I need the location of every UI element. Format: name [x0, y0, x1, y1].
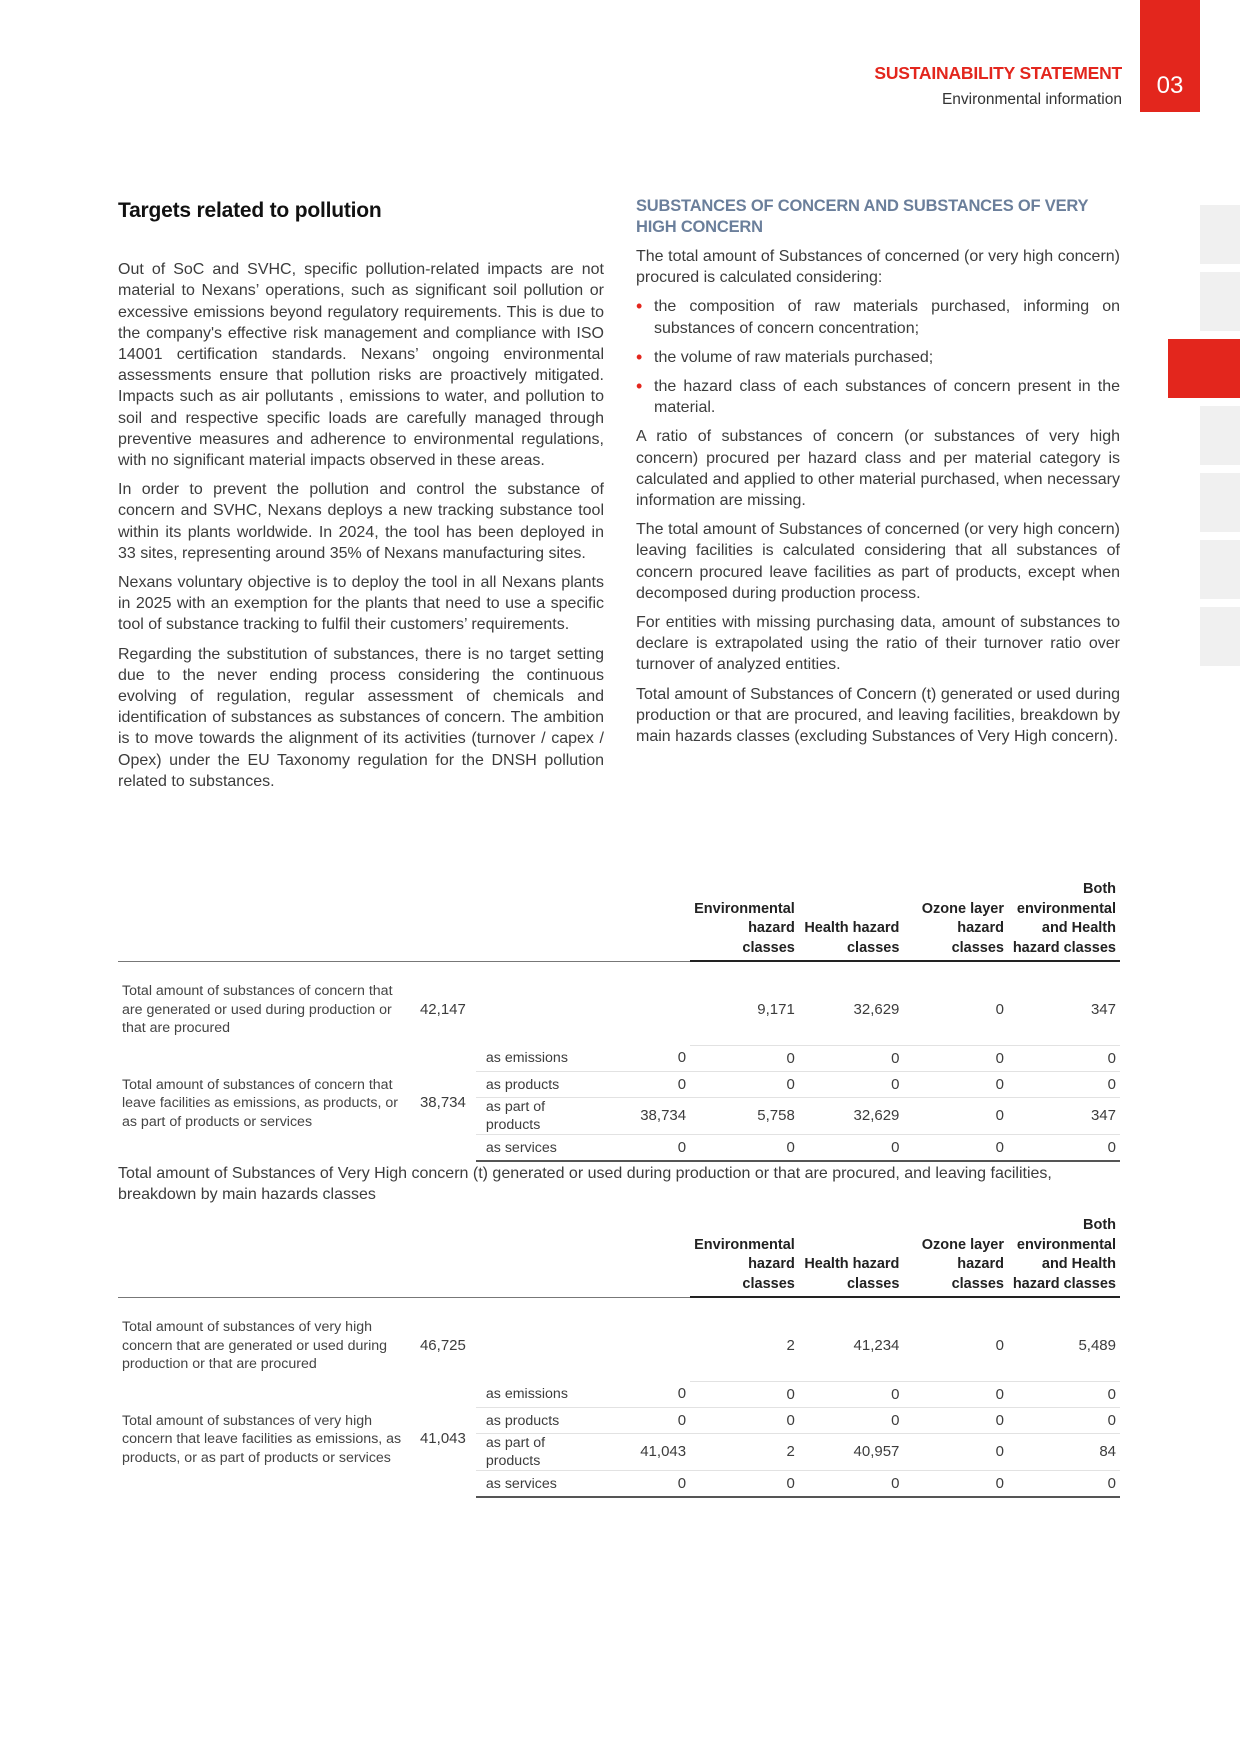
- table-row: as services 0 0 0 0 0: [118, 1135, 1120, 1162]
- col-header-environmental: Environmental hazard classes: [690, 1216, 799, 1297]
- table-row: as services 0 0 0 0 0: [118, 1471, 1120, 1498]
- subsection-heading: SUBSTANCES OF CONCERN AND SUBSTANCES OF VERY HIGH CONCERN: [636, 197, 1089, 236]
- col-header-health: Health hazard classes: [799, 880, 904, 961]
- paragraph: Out of SoC and SVHC, specific pollution-related impacts are not material to Nexans’ operations, such as significant soil pollution or excessive emissions beyond regulatory requirements. This is due to the company's effective risk management and compliance with ISO 14001 certification standards. Nexans’ ongoing environmental assessments ensure that pollution risks are proactively mitigated. Impacts such as air pollutants , emissions to water, and pollution to soil and respective specific loads are carefully managed through preventive measures and adherence to environmental regulations, with no significant material impacts observed in these areas.: [118, 261, 604, 470]
- bullet-item: • the volume of raw materials purchased;: [636, 347, 1120, 368]
- table-header-row: [118, 1216, 1120, 1297]
- side-tab[interactable]: [1200, 540, 1240, 599]
- col-header-environmental: Environmental hazard classes: [690, 880, 799, 961]
- col-header-both: Both environmental and Health hazard classes: [1008, 880, 1120, 961]
- side-tab[interactable]: [1200, 406, 1240, 465]
- col-header-both: Both environmental and Health hazard classes: [1008, 1216, 1120, 1297]
- section-title: SUSTAINABILITY STATEMENT: [874, 63, 1122, 83]
- side-navigation: [1200, 205, 1240, 674]
- side-tab-active[interactable]: [1168, 339, 1240, 398]
- section-heading: Targets related to pollution: [118, 199, 382, 222]
- substances-of-concern-table: [118, 880, 1120, 1162]
- bullet-item: • the hazard class of each substances of concern present in the material.: [636, 376, 1120, 418]
- page-header: [874, 63, 1122, 109]
- bullet-item: • the composition of raw materials purchased, informing on substances of concern concentration;: [636, 296, 1120, 338]
- side-tab[interactable]: [1200, 607, 1240, 666]
- side-tab[interactable]: [1200, 272, 1240, 331]
- side-tab[interactable]: [1200, 205, 1240, 264]
- paragraph: Nexans voluntary objective is to deploy the tool in all Nexans plants in 2025 with an exemption for the plants that need to use a specific tool of substance tracking to fulfil their customers’ requirements.: [118, 574, 604, 634]
- table-header-row: [118, 880, 1120, 961]
- bullet-list: [636, 296, 1120, 418]
- col-header-health: Health hazard classes: [799, 1216, 904, 1297]
- paragraph: A ratio of substances of concern (or substances of very high concern) procured per hazard class and per material category is calculated and applied to other material purchased, when necessary information are missing.: [636, 428, 1120, 510]
- table-caption: Total amount of Substances of Very High concern (t) generated or used during production or that are procured, and leaving facilities, breakdown by main hazards classes: [118, 1165, 1052, 1204]
- paragraph: Regarding the substitution of substances, there is no target setting due to the never ending process considering the continuous evolving of regulation, regular assessment of chemicals and identification of substances as substances of concern. The ambition is to move towards the alignment of its activities (turnover / capex / Opex) under the EU Taxonomy regulation for the DNSH pollution related to substances.: [118, 645, 604, 790]
- table-row: Total amount of substances of concern that are generated or used during production or that are procured 42,147 9,171 32,629 0 347: [118, 974, 1120, 1046]
- col-header-ozone: Ozone layer hazard classes: [903, 880, 1008, 961]
- subsection-title: Environmental information: [941, 91, 1122, 108]
- table-caption: Total amount of Substances of Concern (t) generated or used during production or that are procured, and leaving facilities, breakdown by main hazards classes (excluding Substances of Very High concern).: [636, 685, 1120, 746]
- paragraph: The total amount of Substances of concerned (or very high concern) leaving facilities is calculated considering that all substances of concern procured leave facilities as part of products, except when decomposed during production process.: [636, 521, 1120, 602]
- table-row: as products 0 0 0 0 0: [118, 1072, 1120, 1098]
- substances-of-very-high-concern-table: [118, 1216, 1120, 1498]
- paragraph: For entities with missing purchasing data, amount of substances to declare is extrapolated using the ratio of their turnover ratio over turnover of analyzed entities.: [636, 614, 1120, 674]
- paragraph: The total amount of Substances of concerned (or very high concern) procured is calculated considering:: [636, 248, 1120, 287]
- left-column: [118, 200, 604, 800]
- paragraph: In order to prevent the pollution and control the substance of concern and SVHC, Nexans deploys a new tracking substance tool within its plants worldwide. In 2024, the tool has been deployed in 33 sites, representing around 35% of Nexans manufacturing sites.: [118, 481, 604, 562]
- table-row: as part of products 38,734 5,758 32,629 0 347: [118, 1098, 1120, 1135]
- table-row: Total amount of substances of very high concern that leave facilities as emissions, as products, or as part of products or services 41,043 as emissions 0 0 0 0 0: [118, 1382, 1120, 1408]
- side-tab[interactable]: [1200, 473, 1240, 532]
- right-column: [636, 197, 1120, 755]
- chapter-badge: 03: [1140, 0, 1200, 112]
- table-row: as products 0 0 0 0 0: [118, 1408, 1120, 1434]
- table-row: Total amount of substances of very high concern that are generated or used during production or that are procured 46,725 2 41,234 0 5,489: [118, 1310, 1120, 1382]
- col-header-ozone: Ozone layer hazard classes: [903, 1216, 1008, 1297]
- table-row: as part of products 41,043 2 40,957 0 84: [118, 1434, 1120, 1471]
- table-row: Total amount of substances of concern that leave facilities as emissions, as products, or as part of products or services 38,734 as emissions 0 0 0 0 0: [118, 1046, 1120, 1072]
